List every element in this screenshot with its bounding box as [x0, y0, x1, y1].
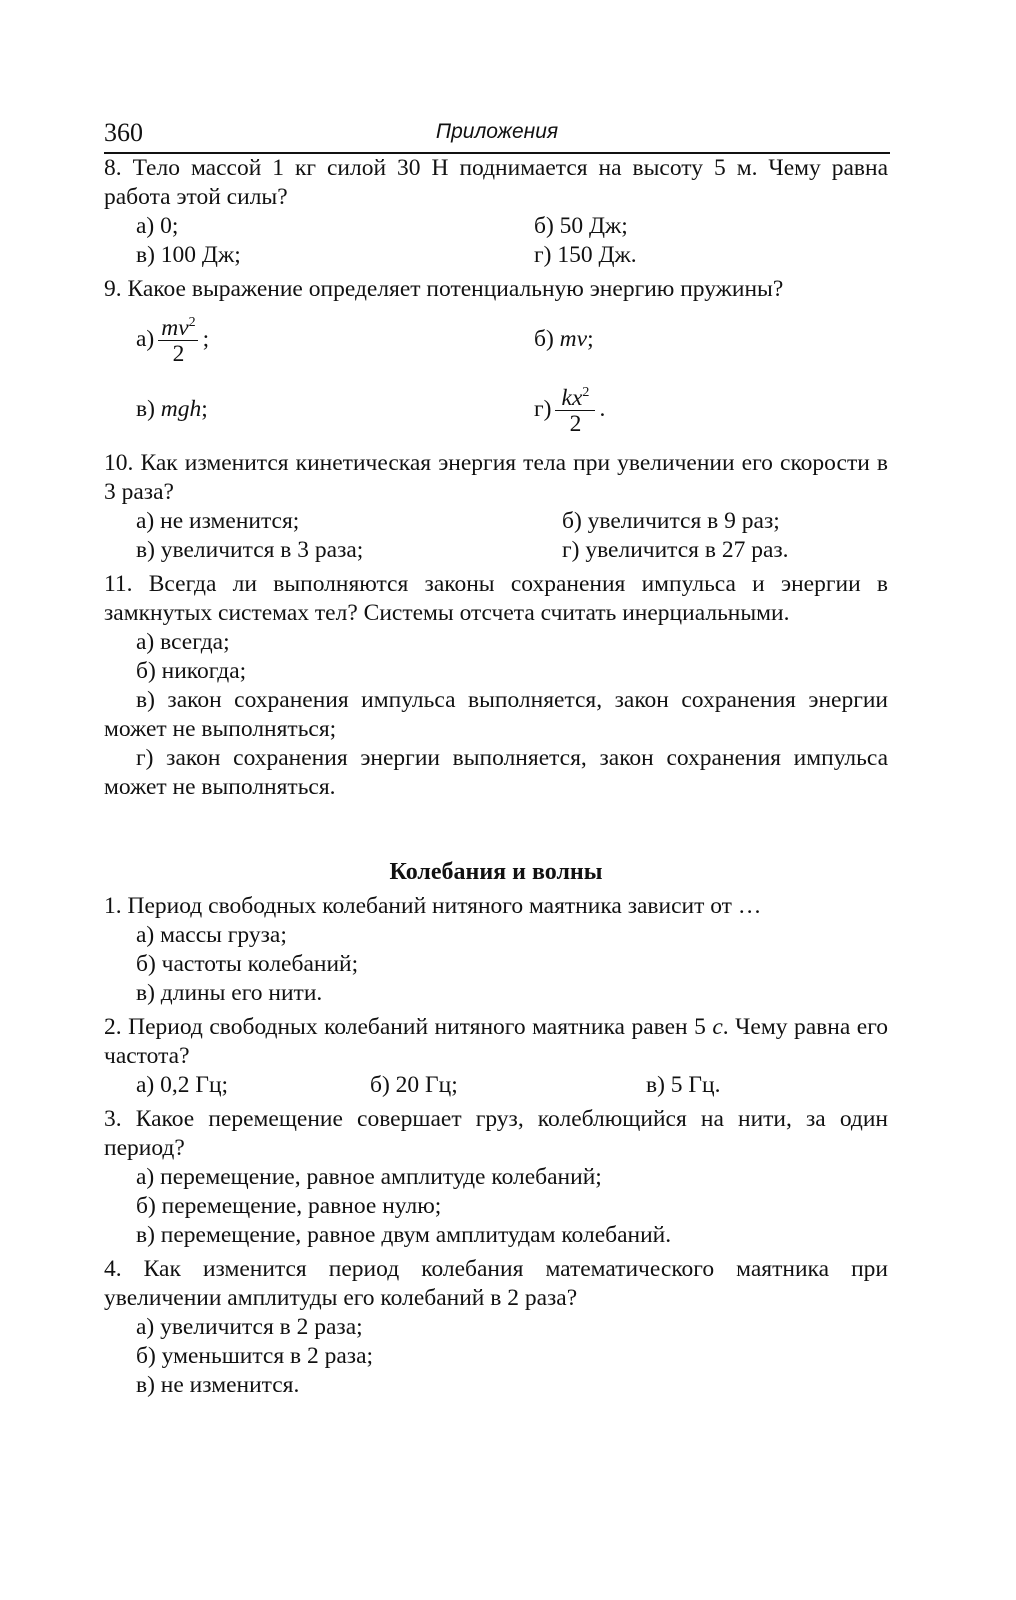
option: в) увеличится в 3 раза; [136, 537, 364, 563]
question-text [104, 1013, 888, 1071]
waves-question-2 [104, 1013, 888, 1100]
exponent: 2 [188, 315, 196, 331]
option [534, 374, 888, 444]
option: г) 150 Дж. [534, 242, 637, 268]
question-11-text: 11. Всегда ли выполняются законы сохранения импульса и энергии в замкнутых системах тел? Системы отсчета считать инерциальными. [104, 571, 888, 626]
page-body [104, 154, 888, 1400]
page-number: 360 [104, 118, 143, 147]
option-label: б) [534, 325, 554, 352]
question-8-text: 8. Тело массой 1 кг силой 30 Н поднимается на высоту 5 м. Чему равна работа этой силы? [104, 155, 888, 210]
option: б) перемещение, равное нулю; [136, 1193, 442, 1219]
question-text-part: 2. Период свободных колебаний нитяного маятника равен 5 [104, 1014, 713, 1040]
question-text: 1. Период свободных колебаний нитяного маятника зависит от … [104, 893, 762, 919]
question-9-options-row-1 [104, 304, 888, 374]
question-text-part: . Чему равна его частота? [104, 1014, 888, 1069]
question-9 [104, 275, 888, 444]
option: а) 0,2 Гц; [136, 1072, 229, 1098]
numerator-text: mv [161, 314, 189, 341]
fraction [158, 311, 198, 367]
option: в) перемещение, равное двум амплитудам колебаний. [136, 1222, 672, 1248]
running-title: Приложения [435, 120, 559, 143]
fraction-numerator [158, 311, 198, 340]
option-label: г) [534, 395, 552, 422]
fraction-denominator: 2 [158, 340, 198, 367]
option: а) массы груза; [136, 922, 287, 948]
option: б) увеличится в 9 раз; [562, 508, 780, 534]
question-8-options [104, 212, 888, 270]
option: в) 100 Дж; [136, 242, 241, 268]
option [534, 304, 888, 374]
question-9-options-row-2 [104, 374, 888, 444]
option: а) 0; [136, 213, 179, 239]
section-title: Колебания и волны [389, 859, 603, 885]
option [136, 304, 534, 374]
fraction-numerator [559, 381, 593, 410]
waves-question-1 [104, 892, 888, 1008]
option-tail: ; [201, 395, 208, 422]
option: б) частоты колебаний; [136, 951, 359, 977]
formula: mv [559, 325, 588, 352]
option-label: а) [136, 325, 155, 352]
option: г) увеличится в 27 раз. [562, 537, 789, 563]
waves-question-4 [104, 1255, 888, 1400]
exponent: 2 [582, 385, 590, 401]
option: а) увеличится в 2 раза; [136, 1314, 363, 1340]
question-10 [104, 449, 888, 565]
option-label: в) [136, 395, 155, 422]
question-text: 3. Какое перемещение совершает груз, колеблющийся на нити, за один период? [104, 1106, 888, 1161]
option: г) закон сохранения энергии выполняется, закон сохранения импульса может не выполняться. [104, 745, 888, 800]
option: а) не изменится; [136, 508, 300, 534]
option-tail: ; [202, 325, 210, 352]
option: б) 50 Дж; [534, 213, 628, 239]
option: в) не изменится. [136, 1372, 300, 1398]
waves-question-2-options [104, 1071, 888, 1100]
fraction-denominator: 2 [555, 410, 595, 437]
waves-question-3 [104, 1105, 888, 1250]
option-tail: . [599, 395, 606, 422]
option-tail: ; [587, 325, 594, 352]
option: а) всегда; [136, 629, 230, 655]
question-10-options [104, 507, 888, 565]
option [136, 374, 534, 444]
option: а) перемещение, равное амплитуде колебаний; [136, 1164, 602, 1190]
option: в) закон сохранения импульса выполняется, закон сохранения энергии может не выполняться; [104, 687, 888, 742]
formula: mgh [160, 395, 202, 422]
option: в) длины его нити. [136, 980, 323, 1006]
question-text: 4. Как изменится период колебания математического маятника при увеличении амплитуды его колебаний в 2 раза? [104, 1256, 888, 1311]
question-10-text: 10. Как изменится кинетическая энергия тела при увеличении его скорости в 3 раза? [104, 450, 888, 505]
question-9-text: 9. Какое выражение определяет потенциальную энергию пружины? [104, 276, 784, 302]
question-11 [104, 570, 888, 802]
option: в) 5 Гц. [646, 1072, 721, 1098]
option: б) никогда; [136, 658, 247, 684]
option: б) уменьшится в 2 раза; [136, 1343, 374, 1369]
option: б) 20 Гц; [370, 1072, 458, 1098]
numerator-text: kx [561, 384, 583, 411]
unit-symbol: с [712, 1014, 723, 1040]
fraction [555, 381, 595, 437]
page-header [104, 118, 890, 154]
question-8 [104, 154, 888, 270]
